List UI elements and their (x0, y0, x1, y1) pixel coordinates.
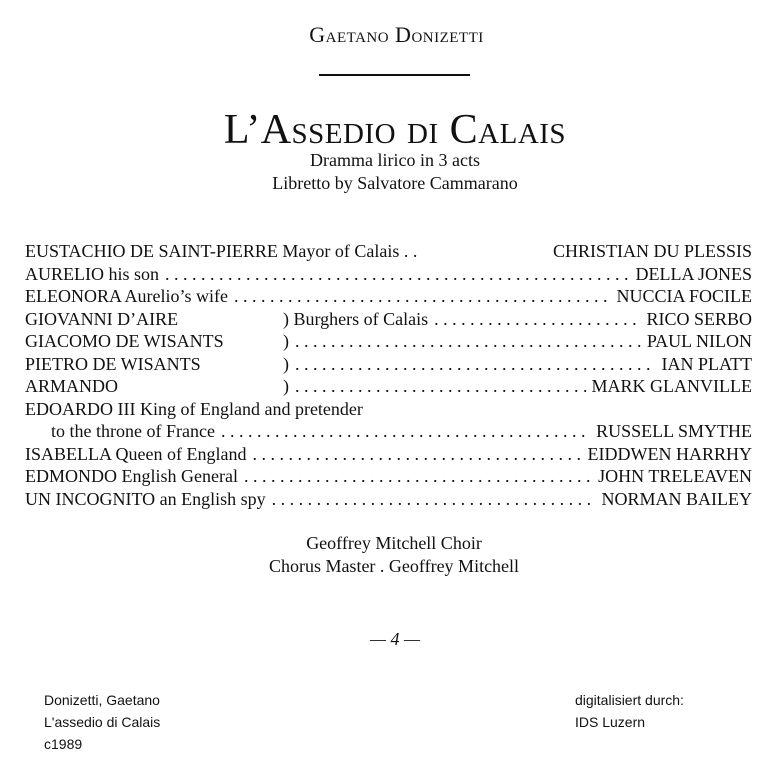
cast-role: GIACOMO DE WISANTS (25, 331, 224, 351)
page-number: — 4 — (369, 629, 420, 649)
leader-dots (295, 375, 586, 398)
cast-role: ARMANDO (25, 376, 119, 396)
leader-dots (221, 420, 590, 443)
cast-group: ) (283, 353, 289, 374)
opera-title: L’Assedio di Calais (223, 107, 567, 153)
leader-dots (234, 285, 611, 308)
catalog-date: c1989 (44, 736, 83, 752)
cast-row (25, 375, 752, 398)
title-divider (319, 74, 470, 76)
cast-role: EDOARDO III King of England and pretender (25, 398, 363, 419)
cast-row (25, 308, 752, 331)
cast-singer: NORMAN BAILEY (601, 488, 752, 509)
chorus-master: Chorus Master . Geoffrey Mitchell (268, 556, 520, 576)
cast-role: ELEONORA Aurelio’s wife (25, 286, 228, 306)
cast-singer: DELLA JONES (635, 263, 752, 284)
cast-row (25, 488, 752, 511)
cast-group: ) (283, 376, 289, 396)
cast-role: ISABELLA Queen of England (25, 443, 247, 464)
cast-role: PIETRO DE WISANTS (25, 353, 201, 374)
choir-name: Geoffrey Mitchell Choir (306, 533, 482, 553)
cast-group: ) Burghers of Calais (283, 308, 429, 329)
catalog-record (44, 689, 160, 755)
cast-role: EDMONDO English General (25, 466, 238, 486)
leader-dots (295, 353, 656, 376)
cast-singer: MARK GLANVILLE (591, 376, 752, 396)
cast-singer: CHRISTIAN DU PLESSIS (552, 241, 752, 261)
cast-row (25, 353, 752, 376)
cast-singer: EIDDWEN HARRHY (587, 443, 752, 464)
cast-row (25, 398, 752, 421)
leader-dots (244, 465, 592, 488)
cast-singer: NUCCIA FOCILE (616, 286, 752, 306)
cast-list (25, 240, 752, 510)
leader-dots (165, 263, 630, 286)
leader-dots (252, 443, 581, 466)
digitized-by-label: digitalisiert durch: (575, 692, 684, 708)
leader-dots (434, 308, 640, 331)
cast-role: GIOVANNI D’AIRE (25, 308, 179, 329)
cast-singer: PAUL NILON (646, 331, 752, 351)
cast-singer: RUSSELL SMYTHE (596, 421, 752, 441)
cast-role: AURELIO his son (25, 263, 159, 284)
leader-dots (272, 488, 596, 511)
cast-row (25, 420, 752, 443)
catalog-title: L'assedio di Calais (44, 714, 161, 730)
cast-role: EUSTACHIO DE SAINT-PIERRE Mayor of Calais . . (25, 241, 418, 261)
cast-row (25, 263, 752, 286)
cast-singer: JOHN TRELEAVEN (598, 466, 752, 486)
cast-singer: RICO SERBO (646, 308, 752, 329)
digitization-credit (575, 689, 684, 733)
cast-row (25, 330, 752, 353)
leader-dots (295, 330, 641, 353)
cast-group: ) (283, 331, 289, 351)
cast-row (25, 443, 752, 466)
cast-row (25, 465, 752, 488)
cast-singer: IAN PLATT (661, 353, 752, 374)
cast-row (25, 285, 752, 308)
cast-role: to the throne of France (51, 421, 215, 441)
cast-role: UN INCOGNITO an English spy (25, 488, 266, 509)
opera-genre: Dramma lirico in 3 acts (310, 150, 480, 170)
catalog-author: Donizetti, Gaetano (44, 692, 160, 708)
composer-name: Gaetano Donizetti (309, 22, 484, 47)
digitizer-name: IDS Luzern (575, 714, 646, 730)
cast-row (25, 240, 752, 263)
librettist: Libretto by Salvatore Cammarano (272, 173, 518, 193)
